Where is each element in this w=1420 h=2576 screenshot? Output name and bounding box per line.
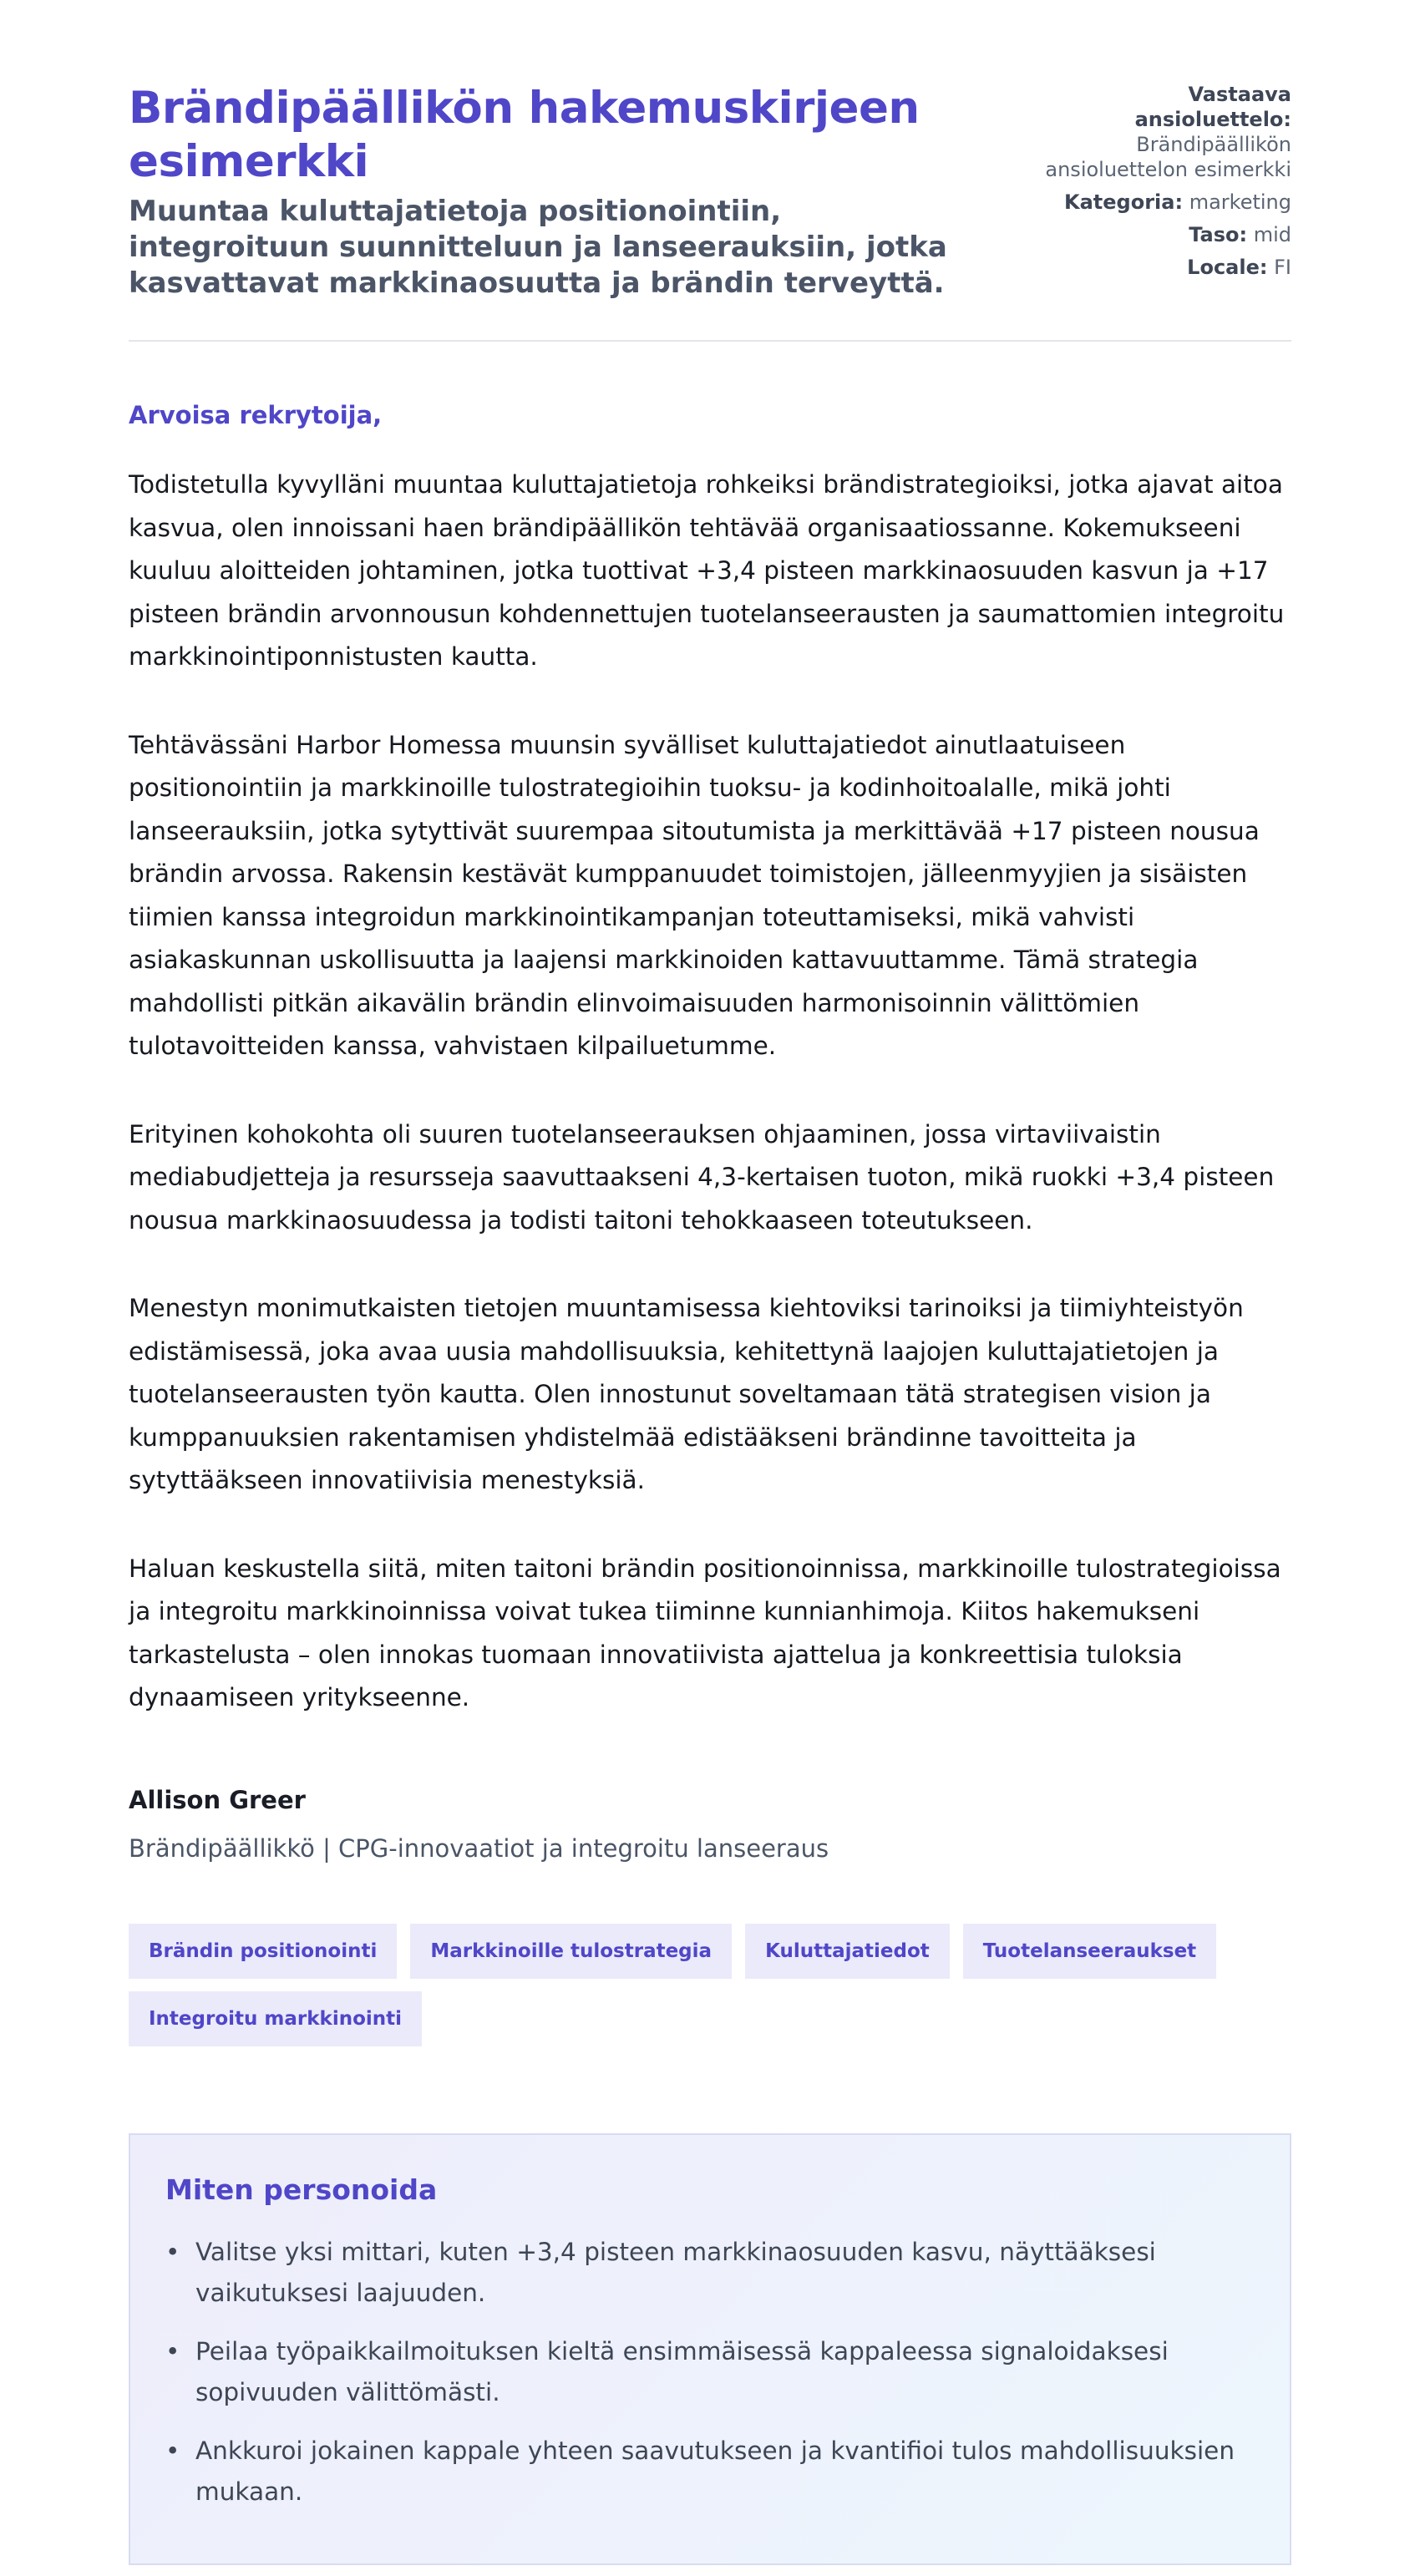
signature-block (129, 1785, 1291, 1864)
tips-list-item (165, 2431, 1255, 2513)
skill-tag: Kuluttajatiedot (745, 1924, 950, 1979)
letter-paragraph: Haluan keskustella siitä, miten taitoni brändin positionoinnissa, markkinoille tulostrategioissa ja integroitu markkinoinnissa voivat tukea tiiminne kunnianhimoja. Kiitos hakemukseni tarkastelusta – olen innokas tuomaan innovatiivista ajattelua ja konkreettisia tuloksia dynaamiseen yritykseenne. (129, 1554, 1281, 1711)
tips-item-text: Peilaa työpaikkailmoituksen kieltä ensimmäisessä kappaleessa signaloidaksesi sopivuuden välittömästi. (195, 2336, 1169, 2406)
tips-title: Miten personoida (165, 2173, 438, 2206)
meta-locale-key: Locale: (1187, 256, 1268, 279)
meta-level (1041, 222, 1291, 247)
bullet-icon: • (165, 2436, 180, 2465)
page-title: Brändipäällikön hakemuskirjeen esimerkki (129, 83, 920, 187)
personalization-tips-box (129, 2133, 1291, 2565)
signature-role: Brändipäällikkö | CPG-innovaatiot ja integroitu lanseeraus (129, 1833, 829, 1863)
tips-item-text: Valitse yksi mittari, kuten +3,4 pisteen markkinaosuuden kasvu, näyttääksesi vaikutuksesi laajuuden. (195, 2237, 1156, 2307)
skill-tag: Markkinoille tulostrategia (410, 1924, 732, 1979)
tips-list-item (165, 2232, 1255, 2314)
tips-item-text: Ankkuroi jokainen kappale yhteen saavutukseen ja kvantifioi tulos mahdollisuuksien mukaan. (195, 2436, 1235, 2506)
letter-paragraph: Erityinen kohokohta oli suuren tuotelanseerauksen ohjaaminen, jossa virtaviivaistin mediabudjetteja ja resursseja saavuttaakseni 4,3-kertaisen tuoton, mikä ruokki +3,4 pisteen nousua markkinaosuudessa ja todisti taitoni tehokkaaseen toteutukseen. (129, 1119, 1275, 1235)
page-header (129, 82, 1291, 302)
meta-category-key: Kategoria: (1063, 190, 1184, 214)
meta-locale (1041, 255, 1291, 280)
bullet-icon: • (165, 2237, 180, 2266)
meta-level-key: Taso: (1189, 223, 1248, 246)
meta-resume-key: Vastaava ansioluettelo: (1134, 83, 1291, 131)
meta-resume-value[interactable]: Brändipäällikön ansioluettelon esimerkki (1045, 133, 1291, 181)
bullet-icon: • (165, 2336, 180, 2366)
letter-paragraph: Tehtävässäni Harbor Homessa muunsin syvälliset kuluttajatiedot ainutlaatuiseen positionointiin ja markkinoille tulostrategioihin tuoksu- ja kodinhoitoalalle, mikä johti lanseerauksiin, jotka sytyttivät suurempaa sitoutumista ja merkittävää +17 pisteen nousua brändin arvossa. Rakensin kestävät kumppanuudet toimistojen, jälleenmyyjien ja sisäisten tiimien kanssa integroidun markkinointikampanjan toteuttamiseksi, mikä vahvisti asiakaskunnan uskollisuutta ja laajensi markkinoiden kattavuuttamme. Tämä strategia mahdollisti pitkän aikavälin brändin elinvoimaisuuden harmonisoinnin välittömien tulotavoitteiden kanssa, vahvistaen kilpailuetumme. (129, 730, 1260, 1060)
skill-tag: Brändin positionointi (129, 1924, 397, 1979)
meta-category-value: marketing (1189, 190, 1291, 214)
page-subtitle: Muuntaa kuluttajatietoja positionointiin, integroituun suunnitteluun ja lanseerauksiin, jotka kasvattavat markkinaosuutta ja brändin terveyttä. (129, 195, 947, 300)
meta-level-value: mid (1253, 223, 1291, 246)
meta-resume (1041, 82, 1291, 182)
tips-list (165, 2232, 1255, 2513)
meta-locale-value: FI (1274, 256, 1291, 279)
meta-category (1041, 190, 1291, 215)
skill-tags (129, 1924, 1298, 2046)
meta-panel (1041, 82, 1291, 287)
skill-tag: Tuotelanseeraukset (963, 1924, 1216, 1979)
header-divider (129, 340, 1291, 342)
skill-tag: Integroitu markkinointi (129, 1991, 422, 2046)
letter-greeting: Arvoisa rekrytoija, (129, 401, 383, 429)
letter-paragraph: Todistetulla kyvylläni muuntaa kuluttajatietoja rohkeiksi brändistrategioiksi, jotka ajavat aitoa kasvua, olen innoissani haen brändipäällikön tehtävää organisaatiossanne. Kokemukseeni kuuluu aloitteiden johtaminen, jotka tuottivat +3,4 pisteen markkinaosuuden kasvun ja +17 pisteen brändin arvonnousun kohdennettujen tuotelanseerausten ja saumattomien integroitu markkinointiponnistusten kautta. (129, 470, 1285, 671)
tips-list-item (165, 2331, 1255, 2413)
letter-body (129, 464, 1291, 1720)
header-titles (129, 82, 947, 302)
signature-name: Allison Greer (129, 1785, 306, 1814)
letter-paragraph: Menestyn monimutkaisten tietojen muuntamisessa kiehtoviksi tarinoiksi ja tiimiyhteistyön edistämisessä, joka avaa uusia mahdollisuuksia, kehitettynä laajojen kuluttajatietojen ja tuotelanseerausten työn kautta. Olen innostunut soveltamaan tätä strategisen vision ja kumppanuuksien rakentamisen yhdistelmää edistääkseni brändinne tavoitteita ja sytyttääkseen innovatiivisia menestyksiä. (129, 1294, 1244, 1494)
